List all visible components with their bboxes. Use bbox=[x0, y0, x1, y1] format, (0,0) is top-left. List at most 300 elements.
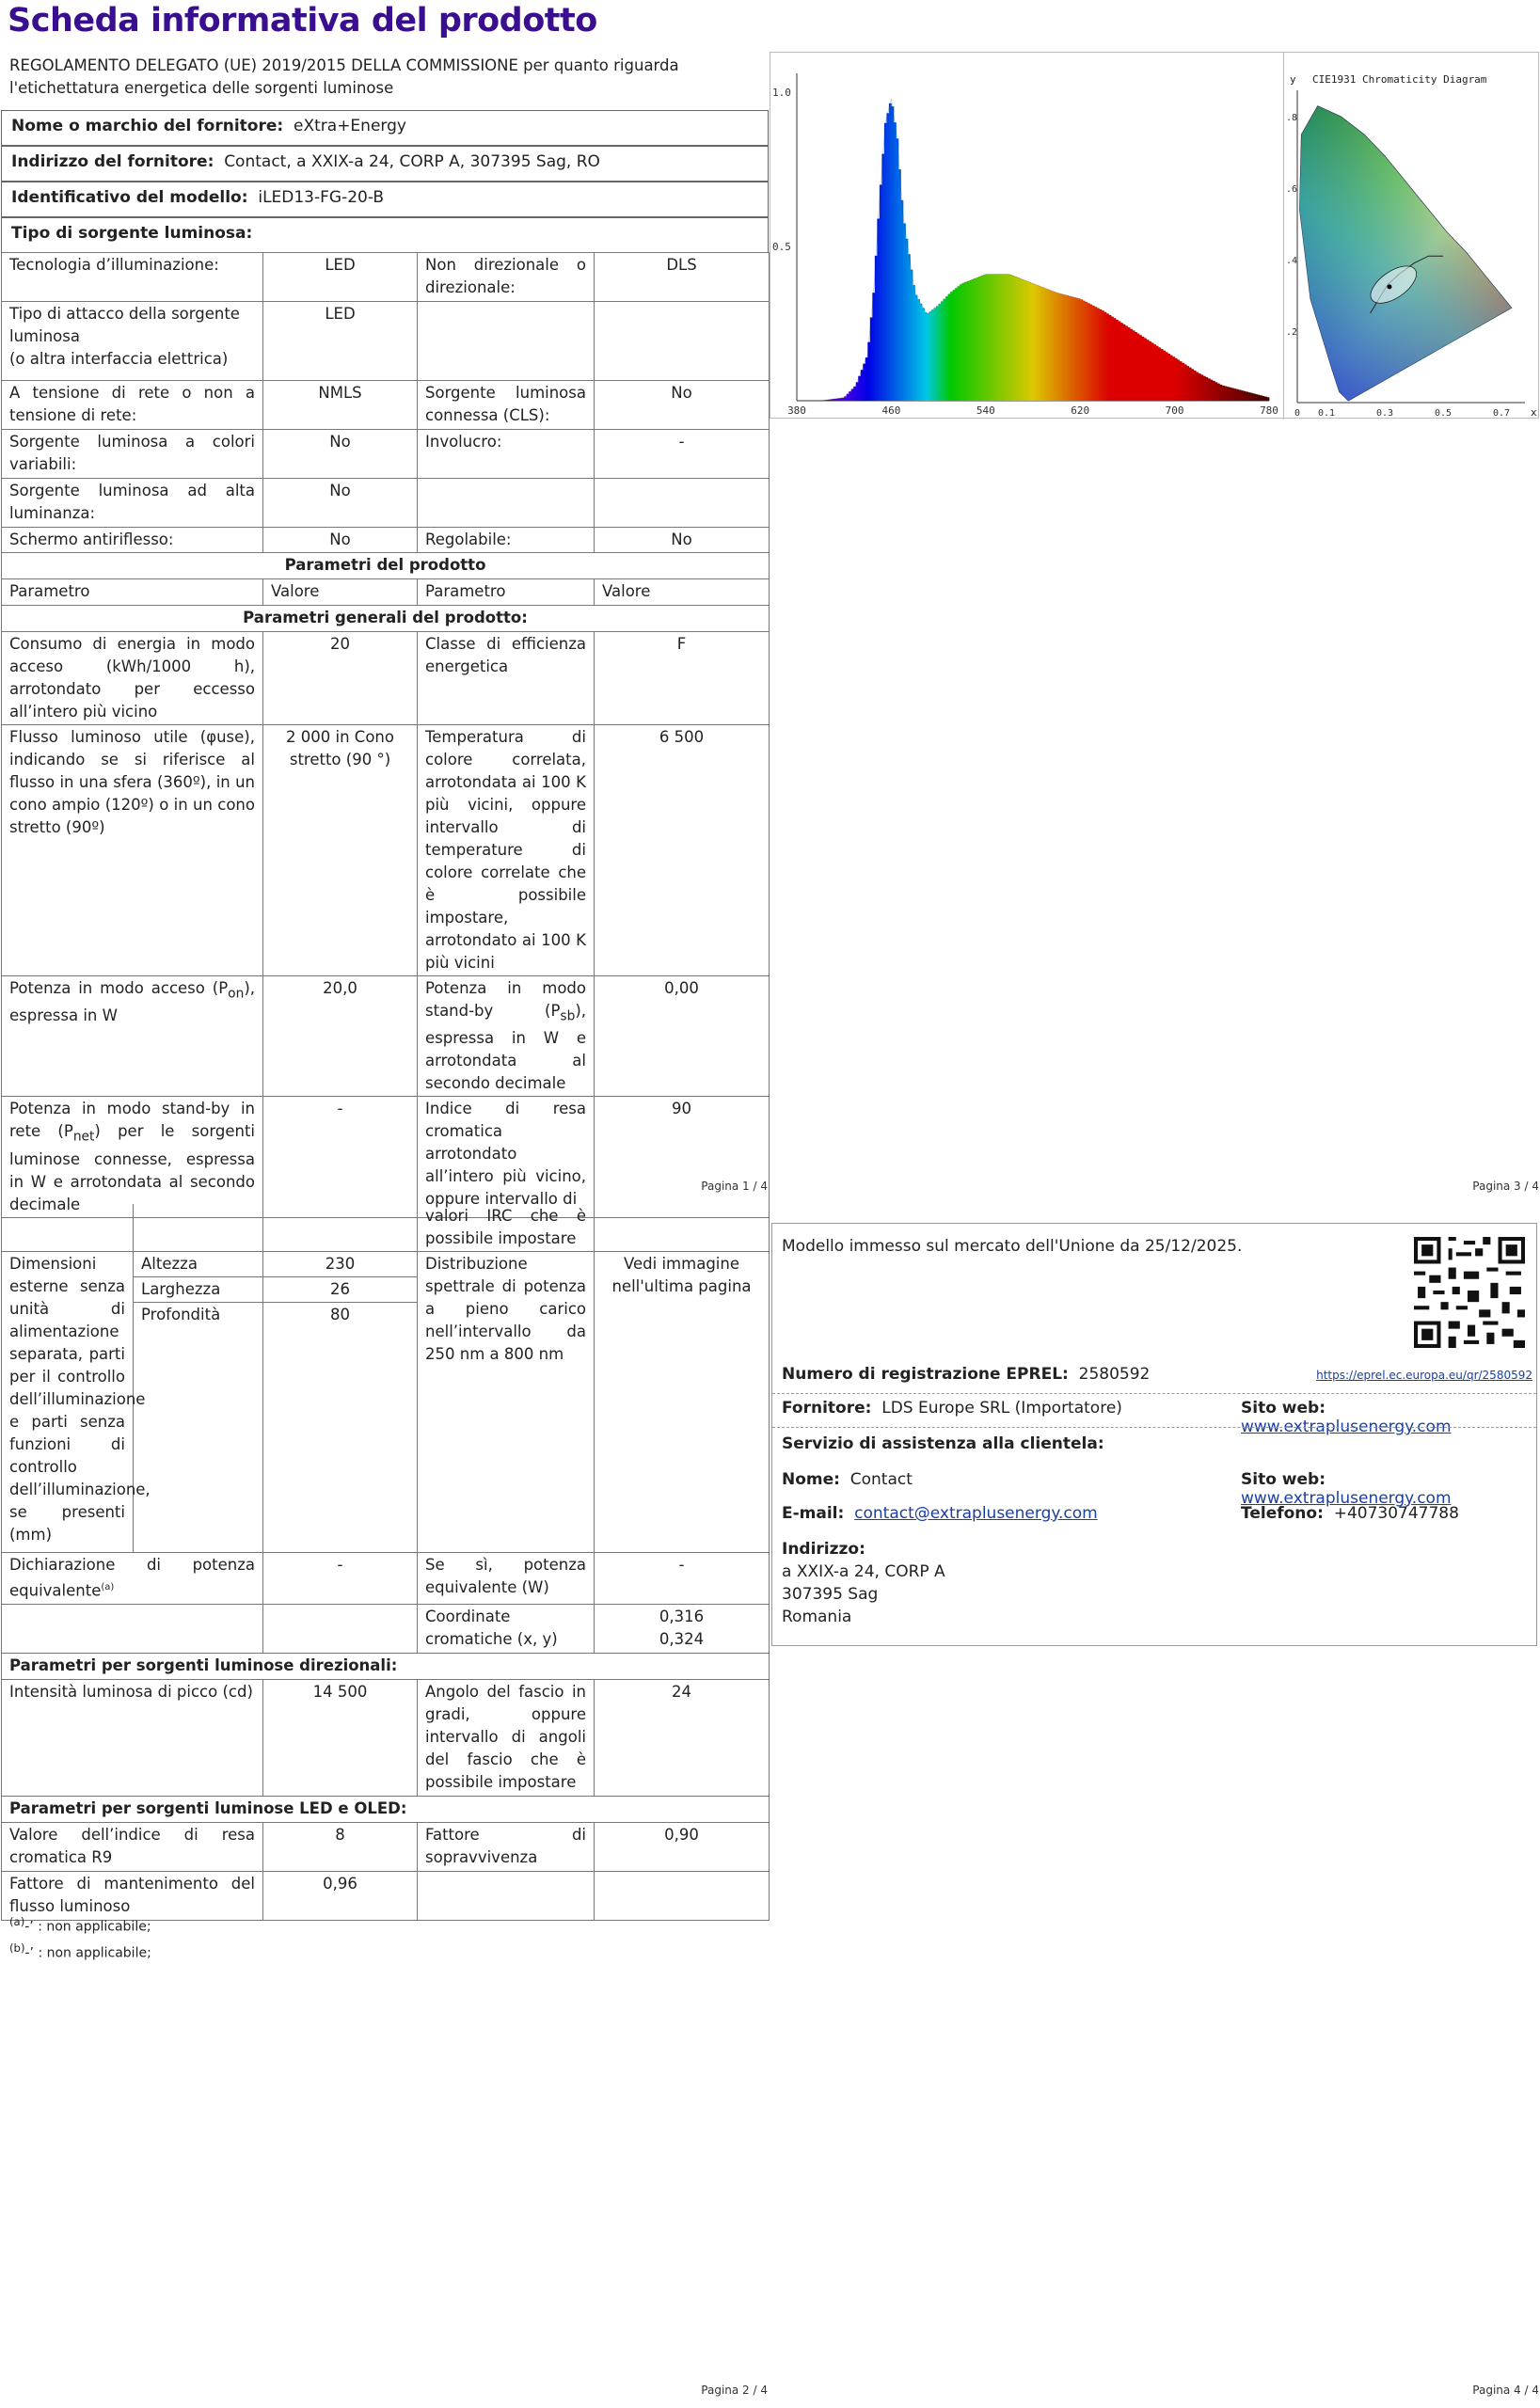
page-number: Pagina 2 / 4 bbox=[701, 2384, 768, 2397]
spectrum-bar bbox=[931, 309, 934, 401]
cell-value: No bbox=[263, 430, 418, 479]
address-row bbox=[1, 146, 769, 182]
spectrum-bar bbox=[1111, 317, 1114, 401]
spectrum-bar bbox=[1033, 284, 1036, 401]
spectrum-bar bbox=[858, 376, 861, 401]
spectrum-bar bbox=[1135, 332, 1137, 401]
x-tick-label: 0.7 bbox=[1492, 408, 1511, 419]
spectrum-bar bbox=[1047, 290, 1050, 401]
spectrum-bar bbox=[1132, 330, 1135, 401]
section-title: Parametri per sorgenti luminose LED e OLED: bbox=[2, 1796, 770, 1822]
spectrum-bar bbox=[1088, 303, 1090, 401]
page-number: Pagina 4 / 4 bbox=[1472, 2384, 1539, 2397]
spectrum-bar bbox=[1175, 358, 1178, 401]
x-tick-label: 540 bbox=[976, 404, 995, 417]
website-label: Sito web: bbox=[1241, 1470, 1326, 1489]
spectrum-bar bbox=[1009, 275, 1012, 401]
spectrum-bar bbox=[1075, 298, 1078, 401]
section-row bbox=[2, 1796, 770, 1822]
spectrum-bar bbox=[903, 223, 906, 401]
source-type-table bbox=[1, 252, 770, 1218]
cell-label: Involucro: bbox=[418, 430, 595, 479]
label-part: Potenza in modo acceso (P bbox=[9, 979, 229, 997]
x-tick-label: 0.1 bbox=[1317, 408, 1336, 419]
label-part: ), espressa in W e arrotondata al secondo decimale bbox=[425, 1002, 586, 1093]
spectrum-bar bbox=[1257, 395, 1260, 401]
x-tick-label: 700 bbox=[1165, 404, 1184, 417]
spectrum-bar bbox=[1069, 296, 1072, 401]
footnote-text: -’ : non applicabile; bbox=[24, 1945, 151, 1961]
y-tick-label: 0.5 bbox=[772, 241, 791, 253]
spectrum-bar bbox=[898, 169, 901, 401]
table-row bbox=[2, 725, 770, 976]
spectrum-bar bbox=[905, 239, 908, 401]
spectrum-bar bbox=[1122, 325, 1125, 401]
spectrum-bar bbox=[872, 293, 875, 401]
spectrum-bar bbox=[1050, 291, 1053, 401]
spectrum-bar bbox=[1028, 282, 1031, 401]
label-part: Potenza in modo stand-by in rete (P bbox=[9, 1100, 255, 1141]
spectrum-bar bbox=[1025, 281, 1028, 401]
spectrum-bar bbox=[1118, 322, 1120, 401]
contact-name-row bbox=[782, 1470, 913, 1489]
supplier-label: Fornitore: bbox=[782, 1399, 872, 1418]
spectrum-bar bbox=[1186, 366, 1189, 401]
spectrum-bar bbox=[881, 154, 884, 401]
spectrum-bar bbox=[1125, 325, 1128, 401]
address-label: Indirizzo: bbox=[782, 1540, 865, 1559]
cie-chart bbox=[1283, 53, 1539, 420]
spectrum-bar bbox=[1141, 337, 1144, 401]
spectrum-bar bbox=[1038, 286, 1040, 401]
cell-label bbox=[2, 302, 263, 381]
source-type-label: Tipo di sorgente luminosa: bbox=[11, 224, 253, 243]
table-row bbox=[2, 381, 770, 430]
spectrum-bar bbox=[891, 106, 894, 401]
chroma-x: 0,316 bbox=[659, 1607, 705, 1625]
spectrum-bar bbox=[1094, 307, 1097, 401]
spectrum-bar bbox=[1130, 329, 1133, 401]
cell-label: Se sì, potenza equivalente (W) bbox=[418, 1553, 595, 1605]
spectrum-bar bbox=[910, 270, 913, 401]
cell-value bbox=[595, 1604, 770, 1653]
dim-value: 230 bbox=[263, 1252, 418, 1277]
spectrum-bar bbox=[991, 275, 993, 401]
page-number: Pagina 3 / 4 bbox=[1472, 1180, 1539, 1193]
table-row bbox=[2, 1553, 770, 1605]
spectrum-bar bbox=[1120, 323, 1123, 401]
empty-cell bbox=[595, 1204, 770, 1252]
dimensions-label: Dimensioni esterne senza unità di alimentazione separata, parti per il controllo dell’illuminazione e parti senza funzioni di controllo dell’illuminazione, se presenti (mm) bbox=[2, 1252, 134, 1553]
spectrum-bar bbox=[917, 299, 920, 401]
chroma-y: 0,324 bbox=[659, 1629, 705, 1648]
spectrum-bar bbox=[1161, 349, 1164, 401]
dim-name: Altezza bbox=[134, 1252, 263, 1277]
spectrum-bar bbox=[884, 123, 887, 401]
spectrum-bar bbox=[1158, 347, 1161, 401]
cell-value: 90 bbox=[595, 1097, 770, 1217]
spectrum-bar bbox=[1113, 318, 1116, 401]
spectrum-bar bbox=[936, 306, 939, 401]
spectrum-bar bbox=[1194, 371, 1197, 401]
y-axis-label: y bbox=[1290, 73, 1296, 86]
email-row bbox=[782, 1504, 1098, 1523]
section-row bbox=[2, 1653, 770, 1679]
spectrum-bar bbox=[1213, 381, 1215, 401]
cell-label: Temperatura di colore correlata, arrotondata ai 100 K più vicini, oppure intervallo di temperature di colore correlate che è possibile impostare, arrotondato ai 100 K più vicini bbox=[418, 725, 595, 976]
table-row bbox=[2, 479, 770, 528]
spectrum-bar bbox=[1177, 360, 1180, 401]
cell-value: - bbox=[263, 1553, 418, 1605]
spectrum-bar bbox=[1021, 279, 1024, 401]
cell-label: Flusso luminoso utile (φuse), indicando se si riferisce al flusso in una sfera (360º), in un cono ampio (120º) o in un cono stretto (90º) bbox=[2, 725, 263, 976]
cell-label: Schermo antiriflesso: bbox=[2, 528, 263, 553]
cell-label bbox=[2, 1553, 263, 1605]
spectrum-bar bbox=[1210, 380, 1213, 401]
spectrum-bar bbox=[1108, 315, 1111, 401]
spectrum-bar bbox=[958, 286, 961, 401]
x-tick-label: 0.3 bbox=[1375, 408, 1394, 419]
address-line: 307395 Sag bbox=[782, 1585, 879, 1604]
cell-value bbox=[595, 302, 770, 381]
address-label: Indirizzo del fornitore: bbox=[11, 152, 214, 171]
section-title: Parametri del prodotto bbox=[2, 553, 770, 579]
spectrum-bar bbox=[913, 285, 915, 401]
model-label: Identificativo del modello: bbox=[11, 188, 248, 207]
spectrum-bar bbox=[1103, 312, 1106, 401]
name-label: Nome: bbox=[782, 1470, 840, 1489]
model-row bbox=[1, 182, 769, 217]
x-tick-label: 460 bbox=[881, 404, 901, 417]
spectrum-bar bbox=[986, 275, 989, 401]
empty-cell bbox=[263, 1204, 418, 1252]
dim-value: 80 bbox=[263, 1303, 418, 1553]
spectrum-bar bbox=[929, 311, 932, 401]
email-link[interactable]: contact@extraplusenergy.com bbox=[854, 1504, 1098, 1523]
supplier-value: LDS Europe SRL (Importatore) bbox=[881, 1399, 1122, 1418]
y-tick-label: 1.0 bbox=[772, 87, 791, 99]
spectrum-bar bbox=[934, 308, 937, 401]
cell-label: A tensione di rete o non a tensione di rete: bbox=[2, 381, 263, 430]
cell-label: Valore dell’indice di resa cromatica R9 bbox=[2, 1822, 263, 1871]
spectrum-bar bbox=[1264, 397, 1267, 401]
empty-cell bbox=[595, 1871, 770, 1920]
spectrum-bar bbox=[981, 276, 984, 401]
dim-name: Profondità bbox=[134, 1303, 263, 1553]
spectrum-bar bbox=[1102, 310, 1104, 401]
spectrum-bar bbox=[1243, 391, 1246, 401]
cell-label-line: Tipo di attacco della sorgente luminosa bbox=[9, 305, 240, 345]
cell-label: Fattore di sopravvivenza bbox=[418, 1822, 595, 1871]
address-value: Contact, a XXIX-a 24, CORP A, 307395 Sag, RO bbox=[224, 152, 600, 171]
x-tick-label: 380 bbox=[787, 404, 806, 417]
cell-value: 0,90 bbox=[595, 1822, 770, 1871]
spectrum-bar bbox=[1002, 275, 1005, 401]
cell-label bbox=[418, 302, 595, 381]
phone-row bbox=[1241, 1504, 1459, 1523]
cell-value: 14 500 bbox=[263, 1679, 418, 1796]
empty-cell bbox=[134, 1204, 263, 1252]
name-value: Contact bbox=[849, 1470, 913, 1489]
spectrum-bar bbox=[880, 184, 882, 401]
spectrum-bar bbox=[1127, 327, 1130, 401]
spectrum-bar bbox=[870, 317, 873, 401]
spectrum-bar bbox=[877, 218, 880, 401]
y-tick-label: .8 bbox=[1286, 113, 1298, 123]
spectrum-bar bbox=[1266, 397, 1269, 401]
col-header: Valore bbox=[595, 579, 770, 606]
spectrum-bar bbox=[967, 281, 970, 401]
table-row bbox=[2, 1679, 770, 1796]
spectrum-bar bbox=[1180, 361, 1183, 401]
spectrum-bar bbox=[1078, 298, 1081, 401]
spectrum-bar bbox=[945, 296, 948, 401]
spectrum-bar bbox=[1011, 276, 1014, 401]
table-row bbox=[2, 1822, 770, 1871]
spectrum-bar bbox=[969, 280, 972, 401]
cell-label: Sorgente luminosa connessa (CLS): bbox=[418, 381, 595, 430]
col-header: Parametro bbox=[418, 579, 595, 606]
chromaticity-point bbox=[1387, 284, 1391, 289]
website2-row bbox=[1241, 1470, 1536, 1508]
cell-label: Classe di efficienza energetica bbox=[418, 632, 595, 725]
eprel-row bbox=[782, 1365, 1150, 1384]
spectrum-bar bbox=[972, 279, 975, 401]
registration-box bbox=[771, 1223, 1537, 1646]
address-line: a XXIX-a 24, CORP A bbox=[782, 1562, 945, 1581]
website-link[interactable]: www.extraplusenergy.com bbox=[1241, 1489, 1452, 1508]
cell-value: NMLS bbox=[263, 381, 418, 430]
spectrum-bar bbox=[1059, 293, 1062, 401]
footnote-a bbox=[9, 1915, 151, 1935]
spectrum-bar bbox=[1153, 344, 1156, 401]
cell-label: Tecnologia d’illuminazione: bbox=[2, 253, 263, 302]
x-tick-label: 0 bbox=[1294, 408, 1301, 419]
spectrum-bar bbox=[1144, 339, 1147, 401]
spectrum-bar bbox=[1042, 288, 1045, 401]
spectrum-bar bbox=[1136, 334, 1139, 401]
x-tick-label: 0.5 bbox=[1434, 408, 1453, 419]
cell-value: LED bbox=[263, 253, 418, 302]
spectrum-bar bbox=[927, 313, 929, 401]
spectrum-bar bbox=[953, 290, 956, 401]
spectrum-bar bbox=[1229, 388, 1231, 401]
page-4 bbox=[770, 1204, 1539, 2408]
cell-label bbox=[2, 1097, 263, 1217]
spectrum-bar bbox=[1080, 299, 1083, 401]
eprel-label: Numero di registrazione EPREL: bbox=[782, 1365, 1069, 1384]
table-row bbox=[2, 1871, 770, 1920]
page-1 bbox=[0, 0, 770, 1213]
spectrum-bar bbox=[889, 103, 892, 401]
table-row bbox=[2, 253, 770, 302]
cell-label bbox=[418, 479, 595, 528]
supplier-value: eXtra+Energy bbox=[294, 117, 406, 135]
y-tick-label: .4 bbox=[1286, 256, 1298, 266]
spectrum-bar bbox=[842, 398, 845, 401]
spectrum-bar bbox=[988, 275, 991, 401]
cell-value: No bbox=[263, 479, 418, 528]
spectrum-bar bbox=[1099, 309, 1102, 401]
spectrum-bar bbox=[1156, 346, 1159, 401]
spectrum-bar bbox=[908, 254, 911, 401]
page-title: Scheda informativa del prodotto bbox=[8, 2, 597, 40]
charts-panel bbox=[770, 52, 1539, 419]
eprel-link[interactable]: https://eprel.ec.europa.eu/qr/2580592 bbox=[1316, 1369, 1532, 1382]
cell-value: No bbox=[595, 381, 770, 430]
label-subscript: on bbox=[228, 986, 245, 1002]
spectrum-bar bbox=[1219, 385, 1222, 401]
spectrum-bar bbox=[1166, 352, 1168, 401]
spectrum-bar bbox=[1097, 309, 1100, 401]
header-row bbox=[2, 579, 770, 606]
cell-label: Sorgente luminosa a colori variabili: bbox=[2, 430, 263, 479]
spectrum-bar bbox=[1083, 301, 1086, 401]
spectrum-bar bbox=[1085, 302, 1088, 401]
cell-value: 6 500 bbox=[595, 725, 770, 976]
spectrum-bar bbox=[1146, 340, 1149, 401]
spectrum-bar bbox=[1139, 335, 1142, 401]
spectrum-bar bbox=[1014, 277, 1017, 401]
spectral-value: Vedi immagine nell'ultima pagina bbox=[595, 1252, 770, 1553]
spectrum-bar bbox=[1200, 374, 1203, 401]
cell-value: 8 bbox=[263, 1822, 418, 1871]
cell-value: - bbox=[595, 430, 770, 479]
params-table-cont bbox=[1, 1204, 770, 1921]
y-tick-label: .6 bbox=[1286, 184, 1298, 195]
service-title: Servizio di assistenza alla clientela: bbox=[782, 1434, 1104, 1453]
website-label: Sito web: bbox=[1241, 1399, 1326, 1418]
spectrum-bar bbox=[1005, 275, 1008, 401]
phone-label: Telefono: bbox=[1241, 1504, 1324, 1523]
spectrum-bar bbox=[962, 283, 965, 401]
spectrum-bar bbox=[1247, 392, 1250, 401]
label-part: ) per le sorgenti luminose connesse, espressa in W e arrotondata al secondo decimale bbox=[9, 1122, 256, 1213]
col-header: Parametro bbox=[2, 579, 263, 606]
spectrum-bar bbox=[978, 277, 981, 401]
website-link[interactable]: www.extraplusenergy.com bbox=[1241, 1418, 1452, 1436]
col-header: Valore bbox=[263, 579, 418, 606]
empty-cell bbox=[2, 1604, 263, 1653]
page-2 bbox=[0, 1204, 770, 2408]
supplier-row bbox=[1, 110, 769, 146]
regulation-text: REGOLAMENTO DELEGATO (UE) 2019/2015 DELLA COMMISSIONE per quanto riguarda l'etichettatura energetica delle sorgenti luminose bbox=[9, 56, 679, 97]
cell-value: 20,0 bbox=[263, 976, 418, 1097]
spectrum-bar bbox=[948, 294, 951, 401]
cell-label: Consumo di energia in modo acceso (kWh/1000 h), arrotondato per eccesso all’intero più vicino bbox=[2, 632, 263, 725]
table-row bbox=[2, 1604, 770, 1653]
spectrum-bar bbox=[1238, 390, 1241, 401]
table-row bbox=[2, 528, 770, 553]
section-row bbox=[2, 606, 770, 632]
spectrum-bar bbox=[960, 284, 962, 401]
spectrum-bar bbox=[1040, 287, 1043, 401]
section-title: Parametri per sorgenti luminose direzionali: bbox=[2, 1653, 770, 1679]
spectrum-bar bbox=[1019, 278, 1022, 401]
spectrum-bar bbox=[1203, 376, 1206, 401]
spectrum-bar bbox=[1222, 386, 1225, 401]
spectrum-bar bbox=[1106, 313, 1109, 401]
cell-label: Non direzionale o direzionale: bbox=[418, 253, 595, 302]
cell-label: Coordinate cromatiche (x, y) bbox=[418, 1604, 595, 1653]
spectrum-bar bbox=[944, 299, 946, 401]
cell-value: - bbox=[263, 1097, 418, 1217]
cell-value: - bbox=[595, 1553, 770, 1605]
spectrum-bar bbox=[964, 282, 967, 401]
label-part: ), espressa in W bbox=[9, 979, 255, 1025]
label-part: Potenza in modo stand-by (P bbox=[425, 979, 586, 1020]
spectrum-bar bbox=[839, 398, 842, 401]
spectrum-bar bbox=[1236, 389, 1239, 401]
spectrum-bar bbox=[1056, 293, 1059, 401]
spectrum-bar bbox=[853, 387, 856, 401]
spectrum-bar bbox=[939, 304, 942, 401]
empty-cell bbox=[418, 1871, 595, 1920]
spectrum-bar bbox=[1064, 294, 1067, 401]
spectrum-bar bbox=[1208, 378, 1211, 401]
spectrum-bar bbox=[950, 292, 953, 401]
supplier-label: Nome o marchio del fornitore: bbox=[11, 117, 284, 135]
spectrum-bar bbox=[1055, 293, 1057, 401]
spectrum-bar bbox=[1092, 306, 1095, 401]
section-title: Parametri generali del prodotto: bbox=[2, 606, 770, 632]
footnote-ref: (a) bbox=[101, 1582, 115, 1592]
spectrum-bar bbox=[995, 275, 998, 401]
cell-value: 20 bbox=[263, 632, 418, 725]
spectrum-bar bbox=[920, 304, 923, 401]
cell-value: 24 bbox=[595, 1679, 770, 1796]
spectrum-bar bbox=[1172, 356, 1175, 401]
spectrum-bar bbox=[1231, 388, 1234, 401]
spectrum-bar bbox=[1224, 387, 1227, 401]
spectrum-bar bbox=[865, 357, 868, 401]
spectrum-bar bbox=[1071, 296, 1073, 401]
spectrum-bar bbox=[1007, 275, 1009, 401]
spectrum-bar bbox=[1241, 390, 1244, 401]
spectrum-bar bbox=[1255, 394, 1258, 401]
cell-label bbox=[418, 976, 595, 1097]
spectrum-bar bbox=[1199, 373, 1201, 401]
spectral-locus-blue bbox=[1299, 106, 1511, 402]
spectrum-bar bbox=[1196, 372, 1199, 401]
spectrum-bar bbox=[1191, 369, 1194, 401]
cell-label bbox=[2, 976, 263, 1097]
spectrum-bar bbox=[1227, 387, 1230, 401]
market-date: Modello immesso sul mercato dell'Unione da 25/12/2025. bbox=[782, 1237, 1243, 1256]
table-row bbox=[2, 1097, 770, 1217]
y-tick-label: .2 bbox=[1286, 327, 1298, 338]
x-tick-label: 780 bbox=[1260, 404, 1278, 417]
spectrum-bar bbox=[974, 278, 976, 401]
spectrum-bar bbox=[894, 122, 897, 401]
cell-value: DLS bbox=[595, 253, 770, 302]
divider bbox=[772, 1393, 1536, 1394]
dim-value: 26 bbox=[263, 1277, 418, 1303]
spectrum-bar bbox=[896, 138, 898, 401]
spectrum-bar bbox=[983, 275, 986, 401]
cell-label: Sorgente luminosa ad alta luminanza: bbox=[2, 479, 263, 528]
table-row bbox=[2, 1252, 770, 1277]
spectrum-bar bbox=[1036, 285, 1039, 401]
spectrum-bar bbox=[976, 277, 979, 401]
spectrum-bar bbox=[1233, 388, 1236, 401]
footnote-marker: (b) bbox=[9, 1941, 25, 1955]
section-row bbox=[2, 553, 770, 579]
cell-label: Regolabile: bbox=[418, 528, 595, 553]
equiv-label: Dichiarazione di potenza equivalente bbox=[9, 1556, 255, 1600]
source-type-row bbox=[1, 217, 769, 253]
cell-value: LED bbox=[263, 302, 418, 381]
